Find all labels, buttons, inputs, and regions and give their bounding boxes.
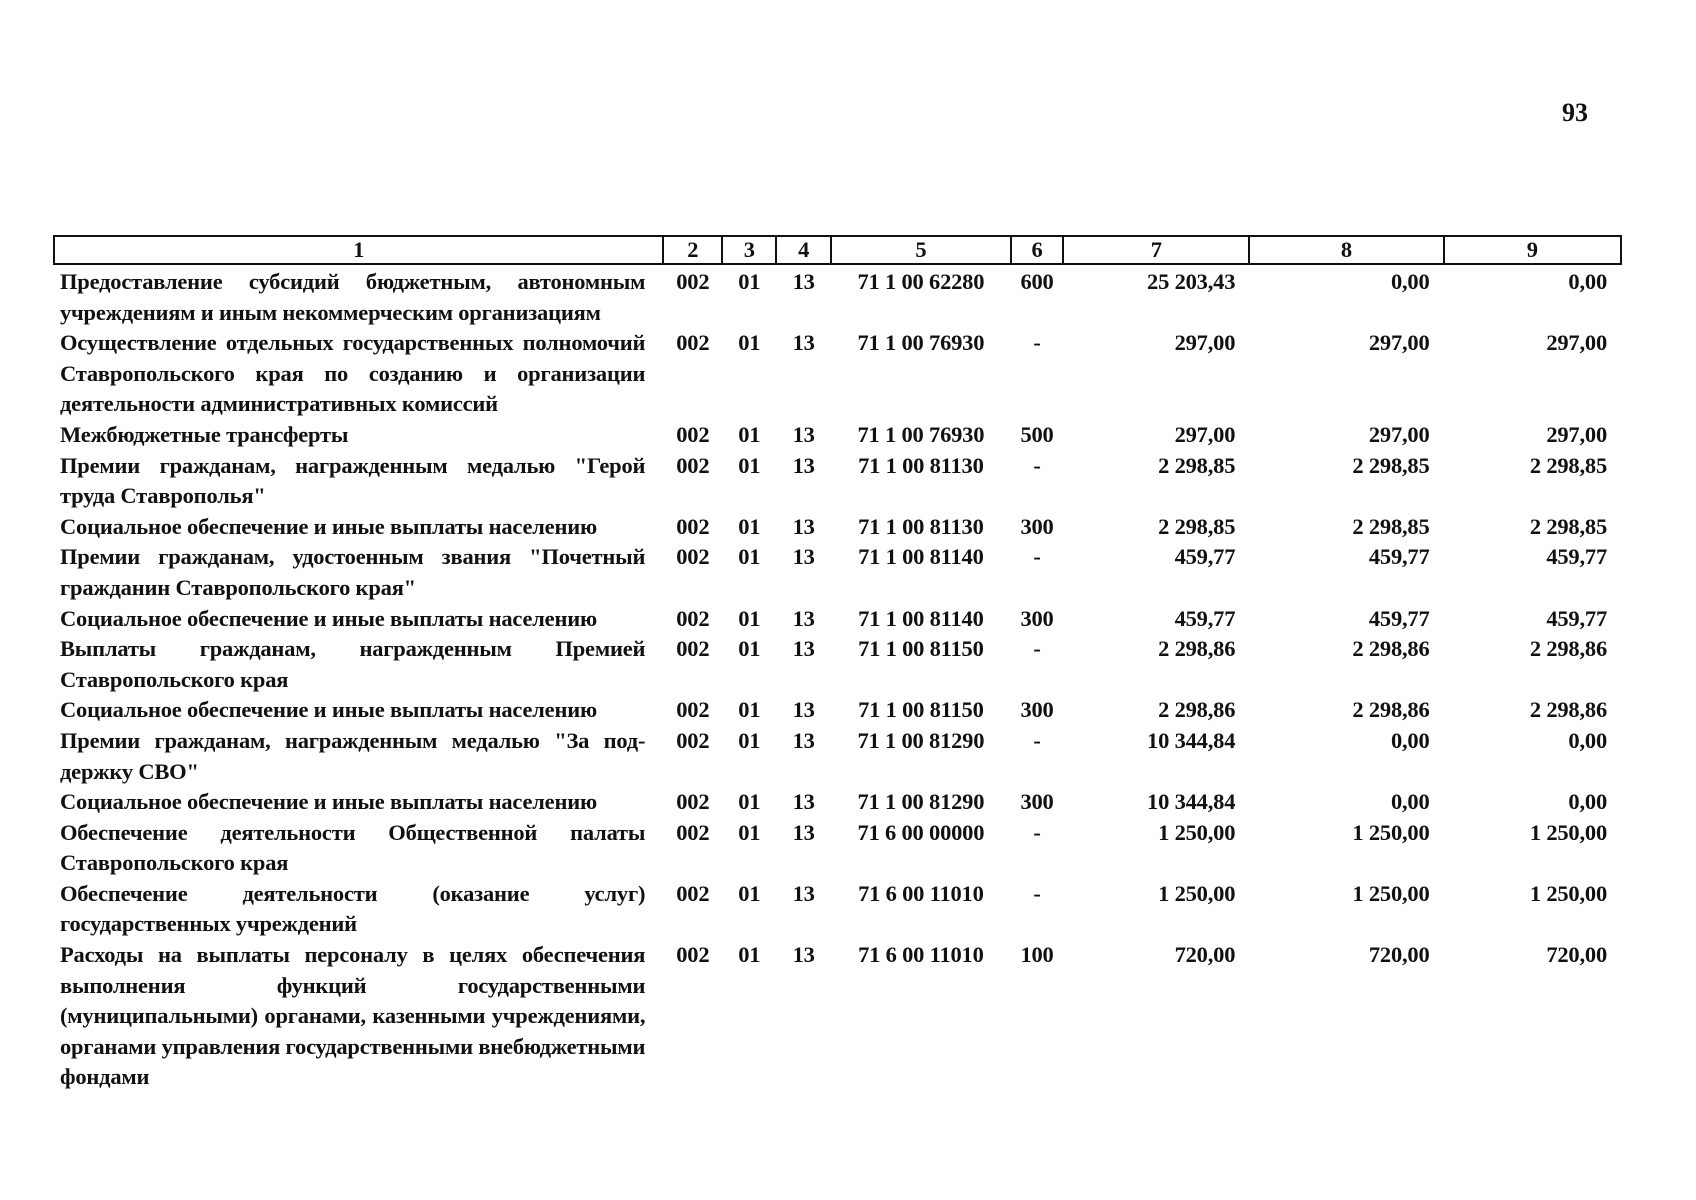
cell-expense-type: - <box>1033 819 1041 845</box>
table-row <box>54 879 1621 940</box>
cell-expense-type: 300 <box>1020 697 1054 723</box>
cell-amount-year1: 1 250,00 <box>1158 819 1236 845</box>
cell-subsection: 01 <box>738 452 761 478</box>
cell-expense-type: 300 <box>1020 789 1054 815</box>
table-row <box>54 264 1621 328</box>
cell-name: Осуществление отдельных государственных полномочий Ставропольского края по созданию и организации деятельности административных комиссий <box>60 330 646 417</box>
column-header-4: 4 <box>776 236 831 264</box>
cell-subsection: 01 <box>738 880 761 906</box>
cell-amount-year1: 459,77 <box>1174 544 1236 570</box>
cell-amount-year2: 2 298,86 <box>1352 697 1430 723</box>
cell-expense-type: - <box>1033 880 1041 906</box>
cell-section: 002 <box>676 880 710 906</box>
cell-amount-year1: 2 298,86 <box>1158 697 1236 723</box>
cell-amount-year1: 297,00 <box>1174 330 1236 356</box>
cell-target-article: 71 1 00 81140 <box>858 544 984 570</box>
cell-amount-year1: 459,77 <box>1174 605 1236 631</box>
cell-section: 002 <box>676 697 710 723</box>
cell-name: Социальное обеспечение и иные выплаты населению <box>60 789 597 815</box>
cell-name: Межбюджетные трансферты <box>60 421 349 447</box>
cell-section: 002 <box>676 544 710 570</box>
cell-item: 13 <box>792 727 815 753</box>
cell-expense-type: 300 <box>1020 605 1054 631</box>
cell-target-article: 71 6 00 11010 <box>858 942 984 968</box>
cell-amount-year2: 0,00 <box>1390 269 1430 294</box>
column-header-7: 7 <box>1063 236 1249 264</box>
cell-expense-type: - <box>1033 727 1041 753</box>
cell-amount-year2: 459,77 <box>1368 544 1430 570</box>
cell-subsection: 01 <box>738 727 761 753</box>
cell-target-article: 71 1 00 81130 <box>858 452 984 478</box>
cell-subsection: 01 <box>738 636 761 662</box>
cell-amount-year3: 459,77 <box>1546 605 1607 631</box>
cell-amount-year2: 0,00 <box>1390 727 1430 753</box>
cell-section: 002 <box>676 636 710 662</box>
cell-subsection: 01 <box>738 819 761 845</box>
cell-section: 002 <box>676 269 710 294</box>
cell-amount-year3: 0,00 <box>1568 727 1607 753</box>
table-row <box>54 818 1621 879</box>
table-row <box>54 726 1621 787</box>
cell-expense-type: - <box>1033 636 1041 662</box>
cell-item: 13 <box>792 697 815 723</box>
cell-amount-year1: 2 298,86 <box>1158 636 1236 662</box>
cell-expense-type: 500 <box>1020 421 1054 447</box>
cell-name: Расходы на выплаты персоналу в целях обеспечения выполнения функций государственными (муниципальными) органами, казенными учреждениями, органами управления государственными внебюджетными фондами <box>60 942 646 1090</box>
cell-amount-year2: 459,77 <box>1368 605 1430 631</box>
table-row <box>54 542 1621 603</box>
cell-target-article: 71 6 00 00000 <box>857 819 985 845</box>
cell-subsection: 01 <box>738 269 761 294</box>
cell-amount-year3: 297,00 <box>1546 421 1607 447</box>
table-row <box>54 328 1621 420</box>
cell-subsection: 01 <box>738 330 761 356</box>
cell-target-article: 71 1 00 76930 <box>857 421 985 447</box>
cell-item: 13 <box>792 942 815 968</box>
cell-name: Социальное обеспечение и иные выплаты населению <box>60 513 597 539</box>
cell-amount-year3: 1 250,00 <box>1529 880 1607 906</box>
cell-name: Обеспечение деятельности (оказание услуг) государственных учреждений <box>60 880 646 937</box>
cell-section: 002 <box>676 513 710 539</box>
cell-amount-year3: 0,00 <box>1568 269 1607 294</box>
cell-item: 13 <box>792 421 815 447</box>
cell-section: 002 <box>676 330 710 356</box>
cell-amount-year3: 2 298,86 <box>1529 636 1607 662</box>
table-row <box>54 451 1621 512</box>
table-row <box>54 695 1621 726</box>
cell-expense-type: 300 <box>1020 513 1054 539</box>
cell-name: Премии гражданам, награжденным медалью "Герой труда Ставрополья" <box>60 452 646 509</box>
cell-amount-year3: 720,00 <box>1546 942 1607 968</box>
cell-target-article: 71 1 00 81140 <box>858 605 984 631</box>
column-header-5: 5 <box>831 236 1011 264</box>
cell-item: 13 <box>792 269 815 294</box>
cell-expense-type: - <box>1033 330 1041 356</box>
table-header <box>54 236 1621 264</box>
cell-amount-year3: 0,00 <box>1568 789 1607 815</box>
cell-section: 002 <box>676 942 710 968</box>
cell-amount-year1: 10 344,84 <box>1147 789 1236 815</box>
cell-section: 002 <box>676 421 710 447</box>
cell-amount-year2: 297,00 <box>1368 330 1430 356</box>
cell-item: 13 <box>792 636 815 662</box>
cell-target-article: 71 1 00 62280 <box>857 269 985 294</box>
cell-item: 13 <box>792 452 815 478</box>
cell-amount-year3: 459,77 <box>1546 544 1607 570</box>
cell-amount-year2: 2 298,85 <box>1352 513 1430 539</box>
cell-amount-year2: 1 250,00 <box>1352 819 1430 845</box>
cell-section: 002 <box>676 727 710 753</box>
budget-table <box>53 235 1622 1093</box>
cell-expense-type: - <box>1033 452 1041 478</box>
cell-amount-year2: 2 298,85 <box>1352 452 1430 478</box>
cell-target-article: 71 1 00 81290 <box>857 727 985 753</box>
cell-amount-year3: 1 250,00 <box>1529 819 1607 845</box>
cell-item: 13 <box>792 513 815 539</box>
cell-subsection: 01 <box>738 942 761 968</box>
cell-item: 13 <box>792 880 815 906</box>
cell-subsection: 01 <box>738 697 761 723</box>
cell-expense-type: 100 <box>1020 942 1054 968</box>
cell-amount-year2: 0,00 <box>1390 789 1430 815</box>
cell-name: Социальное обеспечение и иные выплаты населению <box>60 697 597 723</box>
table-row <box>54 604 1621 635</box>
cell-item: 13 <box>792 819 815 845</box>
column-header-6: 6 <box>1011 236 1064 264</box>
cell-item: 13 <box>792 789 815 815</box>
table-row <box>54 787 1621 818</box>
cell-item: 13 <box>792 330 815 356</box>
cell-section: 002 <box>676 452 710 478</box>
cell-amount-year2: 297,00 <box>1368 421 1430 447</box>
cell-name: Выплаты гражданам, награжденным Премией Ставропольского края <box>60 636 646 692</box>
column-header-2: 2 <box>663 236 722 264</box>
cell-amount-year2: 2 298,86 <box>1352 636 1430 662</box>
table-row <box>54 512 1621 543</box>
cell-name: Обеспечение деятельности Общественной палаты Ставропольского края <box>60 819 646 876</box>
cell-amount-year3: 297,00 <box>1546 330 1607 356</box>
cell-expense-type: - <box>1033 544 1041 570</box>
cell-amount-year1: 720,00 <box>1174 942 1236 968</box>
cell-expense-type: 600 <box>1020 269 1054 294</box>
cell-amount-year1: 10 344,84 <box>1147 727 1236 753</box>
cell-amount-year2: 1 250,00 <box>1352 880 1430 906</box>
table-row <box>54 634 1621 695</box>
cell-item: 13 <box>792 544 815 570</box>
cell-name: Премии гражданам, награжденным медалью "За под-держку СВО" <box>60 727 646 784</box>
cell-item: 13 <box>792 605 815 631</box>
cell-amount-year1: 2 298,85 <box>1158 452 1236 478</box>
cell-target-article: 71 1 00 81290 <box>857 789 985 815</box>
cell-name: Социальное обеспечение и иные выплаты населению <box>60 605 597 631</box>
cell-amount-year2: 720,00 <box>1368 942 1430 968</box>
cell-name: Премии гражданам, удостоенным звания "Почетный гражданин Ставропольского края" <box>60 544 646 600</box>
cell-target-article: 71 6 00 11010 <box>858 880 984 906</box>
header-row <box>54 236 1621 264</box>
cell-target-article: 71 1 00 76930 <box>857 330 985 356</box>
cell-amount-year3: 2 298,86 <box>1529 697 1607 723</box>
cell-amount-year3: 2 298,85 <box>1529 513 1607 539</box>
cell-subsection: 01 <box>738 605 761 631</box>
cell-section: 002 <box>676 819 710 845</box>
column-header-3: 3 <box>722 236 776 264</box>
column-header-1: 1 <box>54 236 663 264</box>
table-row <box>54 420 1621 451</box>
cell-amount-year1: 2 298,85 <box>1158 513 1236 539</box>
cell-amount-year3: 2 298,85 <box>1529 452 1607 478</box>
cell-target-article: 71 1 00 81130 <box>858 513 984 539</box>
column-header-9: 9 <box>1444 236 1621 264</box>
cell-amount-year1: 1 250,00 <box>1158 880 1236 906</box>
cell-target-article: 71 1 00 81150 <box>858 697 984 723</box>
page-number: 93 <box>1562 98 1588 127</box>
cell-amount-year1: 297,00 <box>1174 421 1236 447</box>
cell-section: 002 <box>676 605 710 631</box>
column-header-8: 8 <box>1249 236 1443 264</box>
cell-amount-year1: 25 203,43 <box>1147 269 1236 294</box>
cell-subsection: 01 <box>738 789 761 815</box>
cell-subsection: 01 <box>738 421 761 447</box>
cell-target-article: 71 1 00 81150 <box>858 636 984 662</box>
cell-section: 002 <box>676 789 710 815</box>
table-body <box>54 264 1621 1093</box>
cell-subsection: 01 <box>738 513 761 539</box>
table-row <box>54 940 1621 1093</box>
cell-name: Предоставление субсидий бюджетным, автономным учреждениям и иным некоммерческим организациям <box>60 269 646 325</box>
cell-subsection: 01 <box>738 544 761 570</box>
